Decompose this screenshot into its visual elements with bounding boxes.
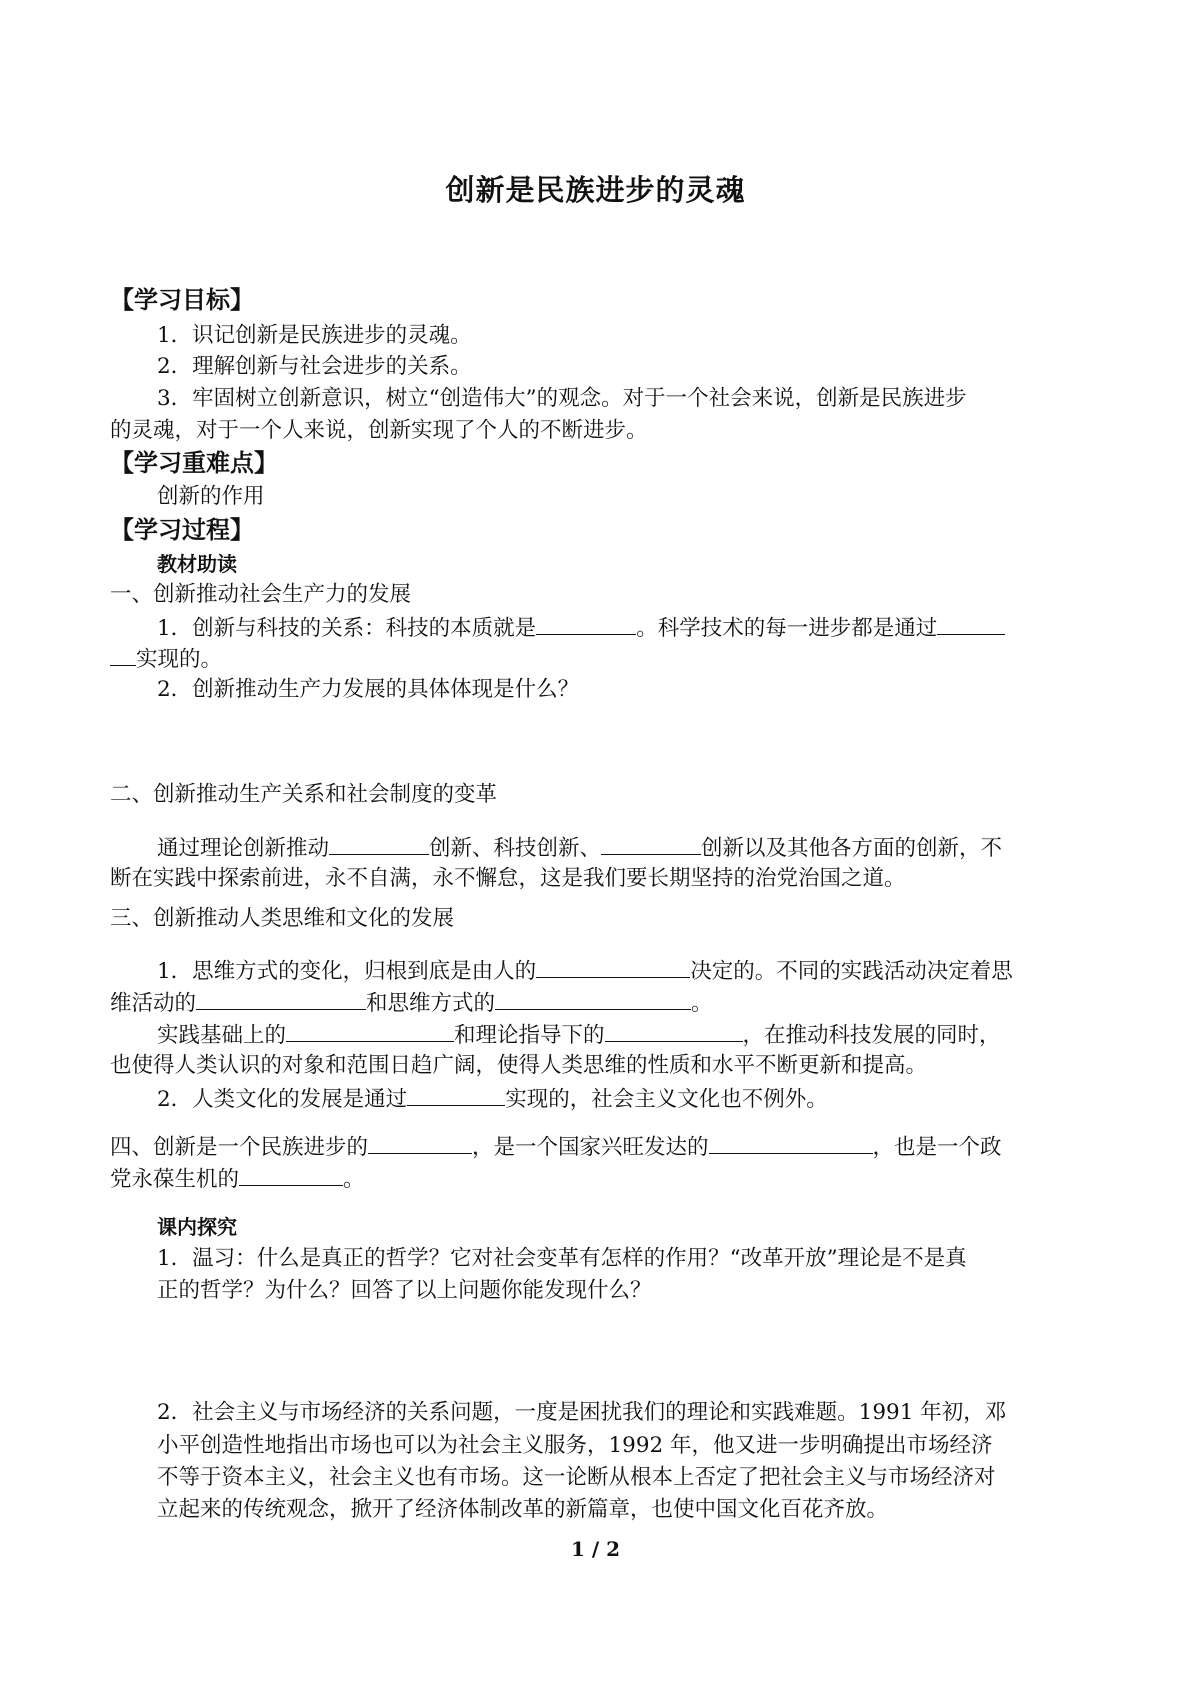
s3-q1-text-e: 。: [691, 991, 713, 1016]
fill-blank[interactable]: [536, 612, 636, 635]
goal-1: 1．识记创新是民族进步的灵魂。: [157, 323, 472, 348]
section-3-question-1: [157, 955, 1013, 987]
s3-p-text-a: 实践基础上的: [157, 1023, 287, 1048]
s4-text-e: 。: [343, 1167, 365, 1192]
section-1-question-1-cont: [110, 643, 222, 675]
fill-blank[interactable]: [239, 1163, 343, 1186]
section-2-paragraph-line-1: [157, 832, 1002, 864]
exploration-2-line-1: 2．社会主义与市场经济的关系问题，一度是困扰我们的理论和实践难题。1991 年初，邓: [157, 1400, 1007, 1425]
exploration-2-line-4: 立起来的传统观念，掀开了经济体制改革的新篇章，也使中国文化百花齐放。: [157, 1497, 889, 1522]
exploration-1-line-2: 正的哲学？为什么？回答了以上问题你能发现什么？: [157, 1278, 652, 1303]
section-3-question-2: [157, 1083, 828, 1115]
fill-blank[interactable]: [605, 1019, 743, 1042]
process-heading: 【学习过程】: [110, 516, 254, 544]
key-points-heading: 【学习重难点】: [110, 449, 278, 477]
goal-3-line-2: 的灵魂，对于一个人来说，创新实现了个人的不断进步。: [110, 418, 648, 443]
s4-text-a: 四、创新是一个民族进步的: [110, 1135, 369, 1160]
s2-text-c: 创新以及其他各方面的创新，不: [701, 836, 1003, 861]
fill-blank[interactable]: [937, 612, 1005, 635]
goal-2: 2．理解创新与社会进步的关系。: [157, 354, 472, 379]
s1-q1-text-a: 1．创新与科技的关系：科技的本质就是: [157, 616, 537, 641]
fill-blank[interactable]: [110, 643, 136, 666]
section-2-title: 二、创新推动生产关系和社会制度的变革: [110, 782, 498, 807]
s3-q2-text-b: 实现的，社会主义文化也不例外。: [505, 1087, 828, 1112]
section-2-paragraph-line-2: 断在实践中探索前进，永不自满，永不懈怠，这是我们要长期坚持的治党治国之道。: [110, 866, 906, 891]
fill-blank[interactable]: [601, 832, 701, 855]
section-1-question-2: 2．创新推动生产力发展的具体体现是什么？: [157, 677, 580, 702]
fill-blank[interactable]: [536, 955, 690, 978]
page-number: 1 / 2: [570, 1537, 621, 1561]
s3-q1-text-a: 1．思维方式的变化，归根到底是由人的: [157, 959, 537, 984]
s4-text-b: ，是一个国家兴旺发达的: [472, 1135, 709, 1160]
section-1-title: 一、创新推动社会生产力的发展: [110, 582, 412, 607]
s3-q1-text-b: 决定的。不同的实践活动决定着思: [690, 959, 1013, 984]
fill-blank[interactable]: [196, 987, 366, 1010]
s4-text-d: 党永葆生机的: [110, 1167, 240, 1192]
s4-text-c: ，也是一个政: [872, 1135, 1002, 1160]
in-class-exploration-heading: 课内探究: [157, 1215, 237, 1239]
goal-3-line-1: 3．牢固树立创新意识，树立“创造伟大”的观念。对于一个社会来说，创新是民族进步: [157, 386, 967, 411]
s1-q1-text-b: 。科学技术的每一进步都是通过: [636, 616, 938, 641]
section-4-line-2: [110, 1163, 365, 1195]
textbook-reading-heading: 教材助读: [157, 552, 237, 576]
s3-q1-text-d: 和思维方式的: [366, 991, 496, 1016]
section-1-question-1: [157, 612, 1005, 644]
exploration-1-line-1: 1．温习：什么是真正的哲学？它对社会变革有怎样的作用？“改革开放”理论是不是真: [157, 1246, 967, 1271]
fill-blank[interactable]: [329, 832, 429, 855]
section-3-question-1-cont: [110, 987, 713, 1019]
s2-text-a: 通过理论创新推动: [157, 836, 330, 861]
s2-text-b: 创新、科技创新、: [429, 836, 602, 861]
fill-blank[interactable]: [286, 1019, 454, 1042]
fill-blank[interactable]: [407, 1083, 505, 1106]
fill-blank[interactable]: [495, 987, 691, 1010]
section-3-paragraph-line-2: 也使得人类认识的对象和范围日趋广阔，使得人类思维的性质和水平不断更新和提高。: [110, 1053, 928, 1078]
s1-q1-text-c: 实现的。: [136, 647, 223, 672]
fill-blank[interactable]: [709, 1131, 873, 1154]
section-3-title: 三、创新推动人类思维和文化的发展: [110, 906, 455, 931]
exploration-2-line-3: 不等于资本主义，社会主义也有市场。这一论断从根本上否定了把社会主义与市场经济对: [157, 1465, 996, 1490]
key-point-text: 创新的作用: [157, 484, 265, 509]
section-4-line-1: [110, 1131, 1002, 1163]
section-3-paragraph-line-1: [157, 1019, 1001, 1051]
s3-p-text-b: 和理论指导下的: [454, 1023, 605, 1048]
exploration-2-line-2: 小平创造性地指出市场也可以为社会主义服务，1992 年，他又进一步明确提出市场经济: [157, 1433, 993, 1458]
s3-q1-text-c: 维活动的: [110, 991, 197, 1016]
s3-q2-text-a: 2．人类文化的发展是通过: [157, 1087, 408, 1112]
page-title: 创新是民族进步的灵魂: [445, 173, 746, 207]
goals-heading: 【学习目标】: [110, 286, 254, 314]
s3-p-text-c: ，在推动科技发展的同时，: [742, 1023, 1001, 1048]
fill-blank[interactable]: [368, 1131, 472, 1154]
